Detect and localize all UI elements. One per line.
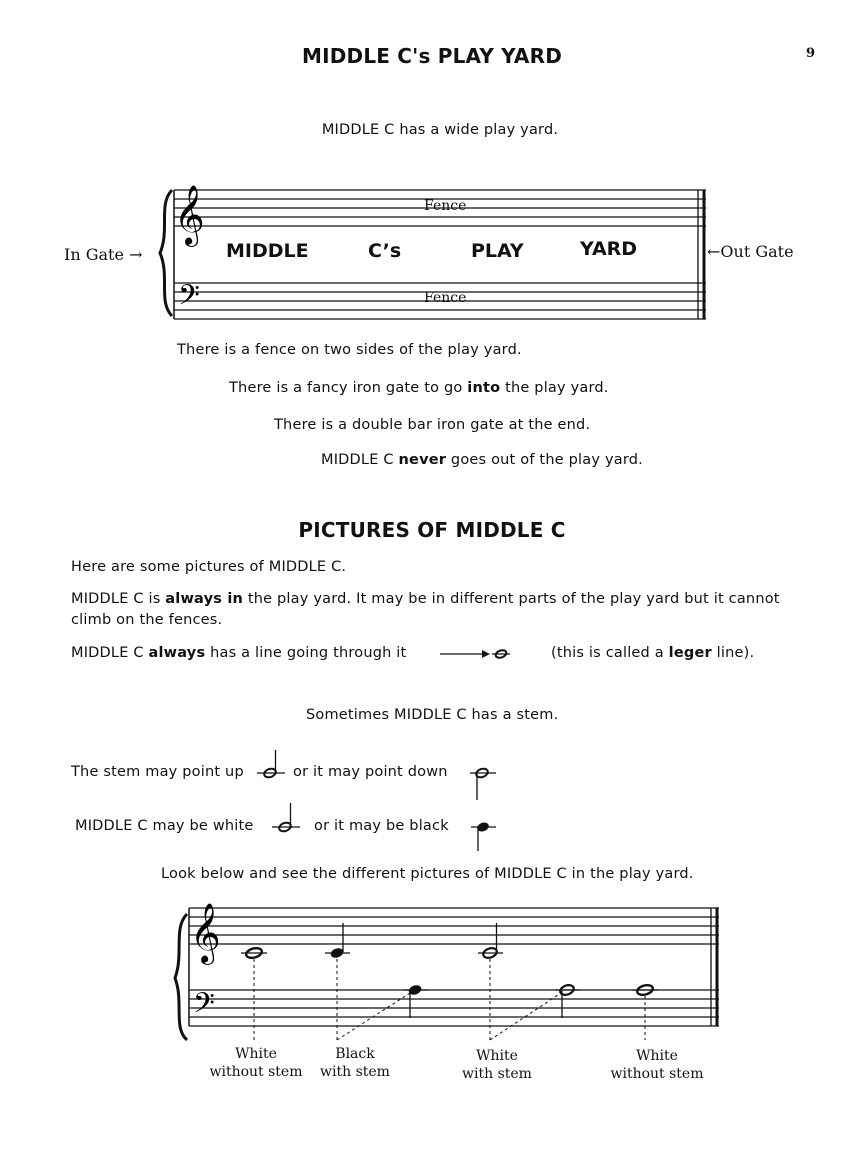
para-always-in-text: MIDDLE C is — [71, 591, 166, 607]
fact-never — [321, 452, 643, 468]
label-3 — [455, 1047, 539, 1083]
page-number: 9 — [806, 46, 816, 61]
para-line — [71, 645, 406, 661]
fact-never-bold: never — [398, 452, 447, 468]
note-stem-up-icon — [255, 748, 289, 788]
label-2-line-1: Black — [335, 1046, 375, 1062]
fact-fence: There is a fence on two sides of the play yard. — [177, 342, 522, 358]
example-treble-clef-icon: 𝄞 — [190, 903, 221, 963]
example-note-white-without-stem-bass — [632, 984, 658, 1040]
treble-clef-icon: 𝄞 — [174, 185, 205, 245]
para-stem-down: or it may point down — [293, 764, 448, 780]
example-note-black-with-stem-treble — [325, 923, 350, 1040]
black-note-icon — [468, 815, 502, 855]
fact-never-text: MIDDLE C — [321, 452, 399, 468]
label-1-line-2: without stem — [209, 1064, 303, 1080]
para-white: MIDDLE C may be white — [75, 818, 254, 834]
white-note-icon — [270, 800, 304, 840]
para-leger-bold: leger — [668, 645, 712, 661]
label-4-line-2: without stem — [610, 1066, 704, 1082]
label-3-line-2: with stem — [462, 1066, 532, 1082]
example-note-white-with-stem-bass — [490, 983, 580, 1040]
yard-word-play: PLAY — [471, 240, 524, 262]
label-2-line-2: with stem — [320, 1064, 390, 1080]
example-brace — [175, 914, 187, 1040]
page-title: MIDDLE C's PLAY YARD — [301, 44, 563, 68]
fact-double-bar: There is a double bar iron gate at the end. — [274, 417, 591, 433]
fence-bottom-label: Fence — [424, 290, 467, 306]
fact-gate-bold: into — [467, 380, 501, 396]
fact-never-end: goes out of the play yard. — [446, 452, 643, 468]
fact-gate — [229, 380, 609, 396]
grand-staff-brace — [160, 190, 172, 316]
example-treble-lines — [189, 908, 719, 944]
para-leger-end: line). — [711, 645, 755, 661]
para-stem-up: The stem may point up — [71, 764, 244, 780]
fact-gate-end: the play yard. — [500, 380, 609, 396]
label-1 — [204, 1045, 308, 1081]
para-line-text: MIDDLE C — [71, 645, 149, 661]
intro-text: MIDDLE C has a wide play yard. — [321, 122, 559, 138]
label-2 — [313, 1045, 397, 1081]
in-gate-label: In Gate → — [64, 245, 143, 264]
para-look: Look below and see the different pictures of MIDDLE C in the play yard. — [161, 866, 694, 882]
para-always-in — [71, 591, 780, 607]
para-line-end: has a line going through it — [205, 645, 407, 661]
para-stem: Sometimes MIDDLE C has a stem. — [306, 707, 559, 723]
para-always-in-end: the play yard. It may be in different parts of the play yard but it cannot — [243, 591, 780, 607]
out-gate-label: ←Out Gate — [707, 242, 794, 261]
label-4 — [605, 1047, 709, 1083]
example-note-black-with-stem-bass — [337, 984, 428, 1040]
yard-word-yard: YARD — [580, 238, 638, 260]
fact-gate-text: There is a fancy iron gate to go — [229, 380, 468, 396]
section-title: PICTURES OF MIDDLE C — [298, 518, 566, 542]
para-fences: climb on the fences. — [71, 612, 223, 628]
example-note-white-with-stem-treble — [478, 923, 503, 1040]
example-grand-staff — [0, 890, 864, 1050]
para-line-bold: always — [148, 645, 206, 661]
yard-word-middle: MIDDLE — [226, 240, 309, 262]
para-leger-text: (this is called a — [551, 645, 669, 661]
label-4-line-1: White — [636, 1048, 678, 1064]
note-stem-down-icon — [466, 762, 500, 804]
fence-top-label: Fence — [424, 198, 467, 214]
label-1-line-1: White — [235, 1046, 277, 1062]
para-pictures: Here are some pictures of MIDDLE C. — [71, 559, 347, 575]
leger-line-arrow — [438, 645, 518, 665]
label-3-line-1: White — [476, 1048, 518, 1064]
bass-clef-icon: 𝄢 — [178, 279, 200, 319]
para-black: or it may be black — [314, 818, 449, 834]
example-bass-clef-icon: 𝄢 — [193, 987, 215, 1027]
para-leger — [551, 645, 754, 661]
yard-word-cs: C’s — [368, 240, 402, 262]
para-always-in-bold: always in — [165, 591, 244, 607]
